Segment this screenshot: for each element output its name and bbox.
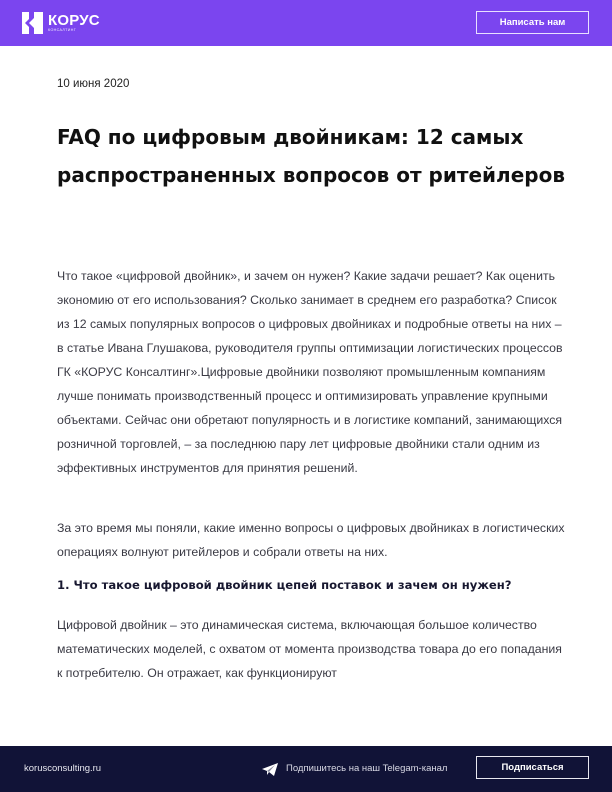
article-intro: Что такое «цифровой двойник», и зачем он нужен? Какие задачи решает? Как оценить экономию от его использования? Сколько занимает в среднем его разработка? Список из 12 самых популярных вопросов о цифровых двойниках и подробные ответы на них – в статье Ивана Глушакова, руководителя группы оптимизации логистических процессов ГК «КОРУС Консалтинг».Цифровые двойники позволяют промышленным компаниям лучше понимать производственный процесс и оптимизировать управление крупными объектами. Сейчас они обретают популярность и в логистике компаний, занимающихся розничной торговлей, – за последнюю пару лет цифровые двойники стали одним из эффективных инструментов для принятия решений. bbox=[57, 269, 563, 475]
article-paragraph-2: За это время мы поняли, какие именно вопросы о цифровых двойниках в логистических операциях волнуют ритейлеров и собрали ответы на них. bbox=[57, 521, 565, 559]
subscribe-button[interactable]: Подписаться bbox=[476, 756, 589, 779]
korus-logo-icon bbox=[22, 12, 43, 34]
telegram-icon bbox=[262, 763, 278, 776]
footer-bar bbox=[0, 746, 612, 792]
korus-logo[interactable] bbox=[22, 11, 100, 35]
section-1-heading: 1. Что такое цифровой двойник цепей поставок и зачем он нужен? bbox=[57, 578, 512, 592]
logo-name: КОРУС bbox=[48, 12, 100, 29]
write-us-button[interactable]: Написать нам bbox=[476, 11, 589, 34]
article-date: 10 июня 2020 bbox=[57, 78, 130, 90]
logo-subtitle: КОНСАЛТИНГ bbox=[48, 28, 77, 32]
article-title: FAQ по цифровым двойникам: 12 самых распространенных вопросов от ритейлеров bbox=[57, 125, 565, 187]
top-bar bbox=[0, 0, 612, 46]
section-1-text: Цифровой двойник – это динамическая система, включающая большое количество математических моделей, с охватом от момента производства товара до его попадания к потребителю. Он отражает, как функционируют bbox=[57, 618, 562, 680]
telegram-subscribe-text: Подпишитесь на наш Telegam-канал bbox=[286, 763, 448, 774]
site-link[interactable]: korusconsulting.ru bbox=[24, 763, 102, 774]
